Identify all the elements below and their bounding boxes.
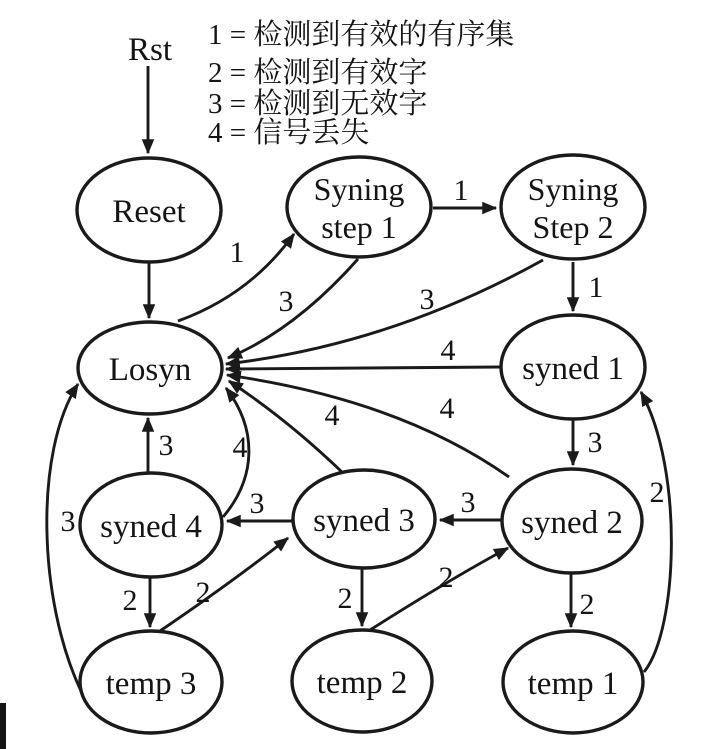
label-syned1-losyn: 4 [440, 334, 456, 367]
transition-edges [47, 208, 672, 691]
scan-artifact-strip [0, 703, 6, 749]
state-syning-step2-label-line1: Syning [527, 171, 619, 207]
label-syned3-temp2: 2 [337, 582, 353, 615]
label-syning1-syning2: 1 [453, 174, 469, 207]
state-syned3 [293, 470, 435, 568]
legend-line-3: 3 = 检测到无效字 [208, 88, 428, 120]
label-syned3-syned4: 3 [249, 487, 265, 520]
label-temp2-syned2: 2 [438, 561, 454, 594]
label-syned4-temp3: 2 [122, 584, 138, 617]
state-temp2-label: temp 2 [316, 665, 408, 701]
legend-line-2: 2 = 检测到有效字 [208, 57, 428, 89]
label-syned2-losyn: 4 [439, 392, 455, 425]
state-syned3-label: syned 3 [313, 503, 415, 539]
state-losyn [78, 322, 222, 414]
state-syning-step1 [287, 157, 431, 257]
state-syned1-label: syned 1 [522, 351, 624, 387]
state-syned1 [501, 315, 645, 419]
label-syning2-syned1: 1 [588, 271, 604, 304]
state-temp3 [80, 631, 222, 733]
state-syning-step1-label-line2: step 1 [321, 209, 397, 245]
label-syned3-losyn: 4 [324, 399, 340, 432]
reset-signal-label: Rst [127, 32, 173, 68]
edge-temp1-to-syned1 [641, 392, 671, 672]
label-syning2-losyn: 3 [419, 283, 435, 316]
state-losyn-label: Losyn [108, 352, 192, 388]
state-temp3-label: temp 3 [105, 666, 197, 702]
state-syned2 [502, 469, 642, 573]
label-syned2-temp1: 2 [579, 588, 595, 621]
state-syning-step2-label-line2: Step 2 [532, 209, 614, 245]
label-temp3-syned3: 2 [195, 576, 211, 609]
state-reset-label: Reset [112, 194, 186, 230]
label-temp1-syned1: 2 [649, 476, 665, 509]
legend-line-4: 4 = 信号丢失 [208, 117, 370, 149]
state-syning-step2 [501, 155, 645, 259]
label-syned4-losyn-3: 3 [158, 429, 174, 462]
state-syned4-label: syned 4 [100, 509, 202, 545]
label-temp3-losyn: 3 [60, 505, 76, 538]
state-temp2 [292, 630, 432, 732]
label-syning1-losyn: 3 [278, 285, 294, 318]
label-syned1-syned2: 3 [587, 426, 603, 459]
legend-line-1: 1 = 检测到有效的有序集 [208, 19, 515, 51]
state-temp1-label: temp 1 [527, 666, 619, 702]
edge-syned1-to-losyn [226, 367, 501, 369]
state-syning-step1-label-line1: Syning [313, 171, 405, 207]
label-syned2-syned3: 3 [460, 486, 476, 519]
state-temp1 [503, 631, 643, 733]
edge-syning-step2-to-losyn [226, 260, 543, 364]
legend [208, 18, 514, 149]
label-losyn-syning1: 1 [229, 236, 245, 269]
state-syned2-label: syned 2 [521, 505, 623, 541]
state-reset [77, 158, 221, 262]
state-syned4 [80, 473, 222, 577]
edge-syned2-to-losyn [227, 375, 509, 477]
label-syned4-losyn-4: 4 [232, 431, 248, 464]
